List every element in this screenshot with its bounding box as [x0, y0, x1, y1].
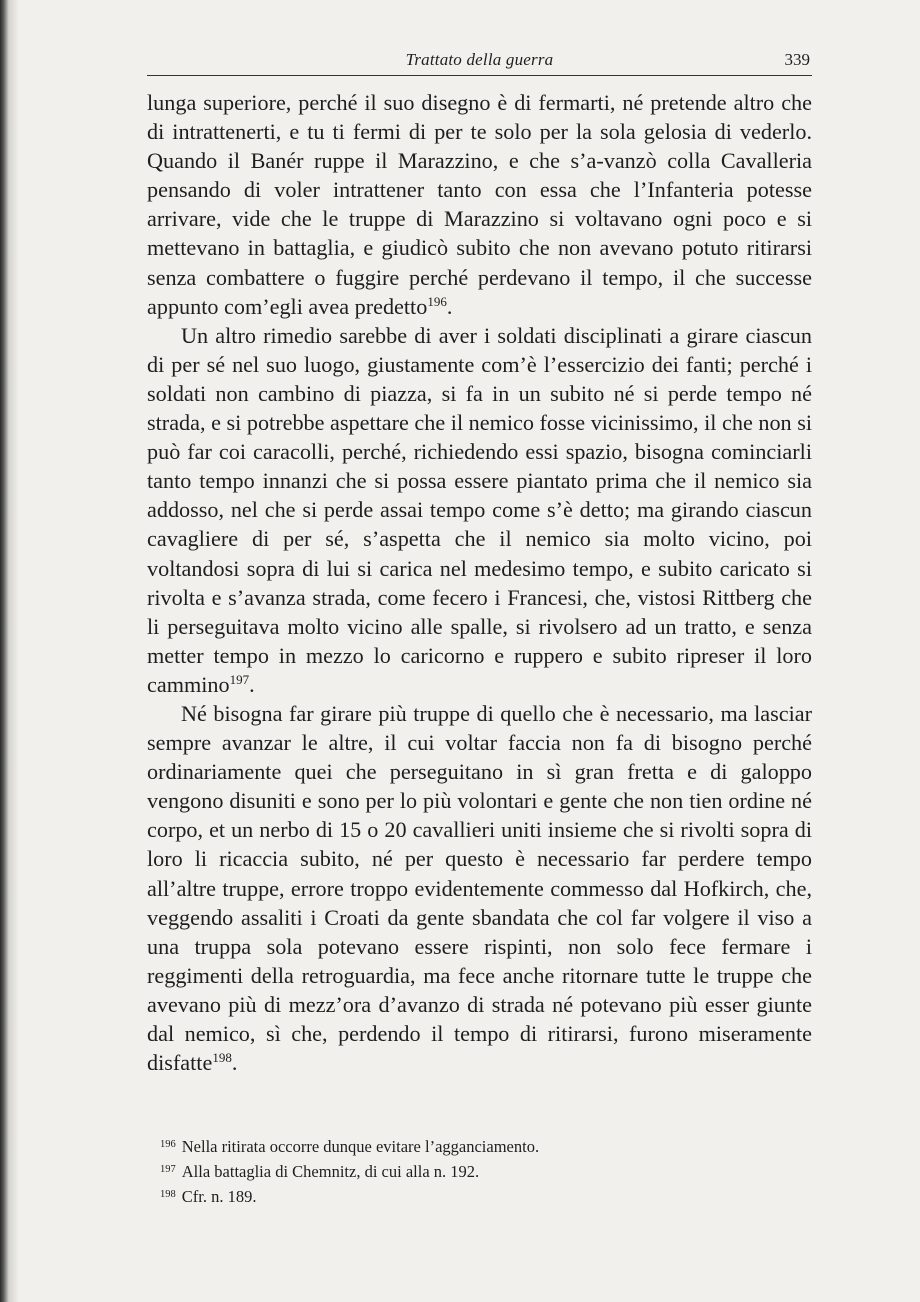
- footnote-number: 196: [160, 1139, 176, 1150]
- paragraph-3-text: Né bisogna far girare più truppe di quello che è necessario, ma lasciar sempre avanzar le altre, il cui voltar faccia non fa di bisogno perché ordinariamente quei che perseguitano in sì gran fretta e di galoppo vengono disuniti e sono per lo più volontari e gente che non tien ordine né corpo, et un nerbo di 15 o 20 cavallieri uniti insieme che si rivolti sopra di loro li ricaccia subito, né per questo è necessario far perdere tempo all’altre truppe, errore troppo evidentemente commesso dal Hofkirch, che, veggendo assaliti i Croati da gente sbandata che col far volgere il viso a una truppa sola potevano essere rispinti, non solo fece fermare i reggimenti della retroguardia, ma fece anche ritornare tutte le truppe che avevano più di mezz’ora d’avanzo di strada né potevano più esser giunte dal nemico, sì che, perdendo il tempo di ritirarsi, furono miseramente disfatte: [147, 700, 812, 1076]
- header-rule: [147, 75, 812, 76]
- footnote-text: Alla battaglia di Chemnitz, di cui alla n. 192.: [181, 1162, 480, 1181]
- running-title: Trattato della guerra: [405, 50, 554, 69]
- footnote-198: [160, 1184, 800, 1209]
- footnote-text: Nella ritirata occorre dunque evitare l’agganciamento.: [181, 1137, 540, 1156]
- footnote-text: Cfr. n. 189.: [181, 1187, 257, 1206]
- paragraph-1-period: .: [446, 293, 453, 319]
- paragraph-3-period: .: [231, 1050, 238, 1076]
- running-header: [147, 48, 812, 76]
- footnote-number: 197: [160, 1164, 176, 1175]
- page-number: 339: [784, 50, 810, 69]
- footnote-ref-198: 198: [212, 1050, 232, 1066]
- paragraph-3: [147, 699, 812, 1077]
- footnote-number: 198: [160, 1189, 176, 1200]
- footnotes: [160, 1134, 800, 1209]
- paragraph-1-text: lunga superiore, perché il suo disegno è di fermarti, né pretende altro che di intrattenerti, e tu ti fermi di per te solo per la sola gelosia di vederlo. Quando il Banér ruppe il Marazzino, e che s’a-vanzò colla Cavalleria pensando di voler intrattener tanto con essa che l’Infanteria potesse arrivare, vide che le truppe di Marazzino si voltavano ogni poco e si mettevano in battaglia, e giudicò subito che non avevano potuto ritirarsi senza combattere o fuggire perché perdevano il tempo, il che successe appunto com’egli avea predetto: [147, 90, 812, 319]
- footnote-ref-197: 197: [229, 671, 250, 687]
- paragraph-2: [147, 321, 812, 699]
- paragraph-2-period: .: [249, 671, 255, 697]
- paragraph-1: [147, 88, 812, 321]
- footnote-196: [160, 1134, 800, 1159]
- footnote-ref-196: 196: [427, 293, 447, 309]
- body-text: [147, 88, 812, 1077]
- footnote-197: [160, 1159, 800, 1184]
- paragraph-2-text: Un altro rimedio sarebbe di aver i soldati disciplinati a girare ciascun di per sé nel suo luogo, giustamente com’è l’essercizio dei fanti; perché i soldati non cambino di piazza, si fa in un subito né si perde tempo né strada, e si potrebbe aspettare che il nemico fosse vicinissimo, il che non si può far coi caracolli, perché, richiedendo essi spazio, bisogna cominciarli tanto tempo innanzi che si possa essere piantato prima che il nemico sia addosso, nel che si perde assai tempo come s’è detto; ma girando ciascun cavagliere di per sé, s’aspetta che il nemico sia molto vicino, poi voltandosi sopra di lui si carica nel medesimo tempo, e subito caricato si rivolta e s’avanza strada, come fecero i Francesi, che, vistosi Rittberg che li perseguitava molto vicino alle spalle, si rivolsero ad un tratto, e senza metter tempo in mezzo lo caricorno e ruppero e subito ripreser il loro cammino: [147, 322, 812, 697]
- book-spine-shadow: [0, 0, 9, 1302]
- page-gutter: [9, 0, 19, 1302]
